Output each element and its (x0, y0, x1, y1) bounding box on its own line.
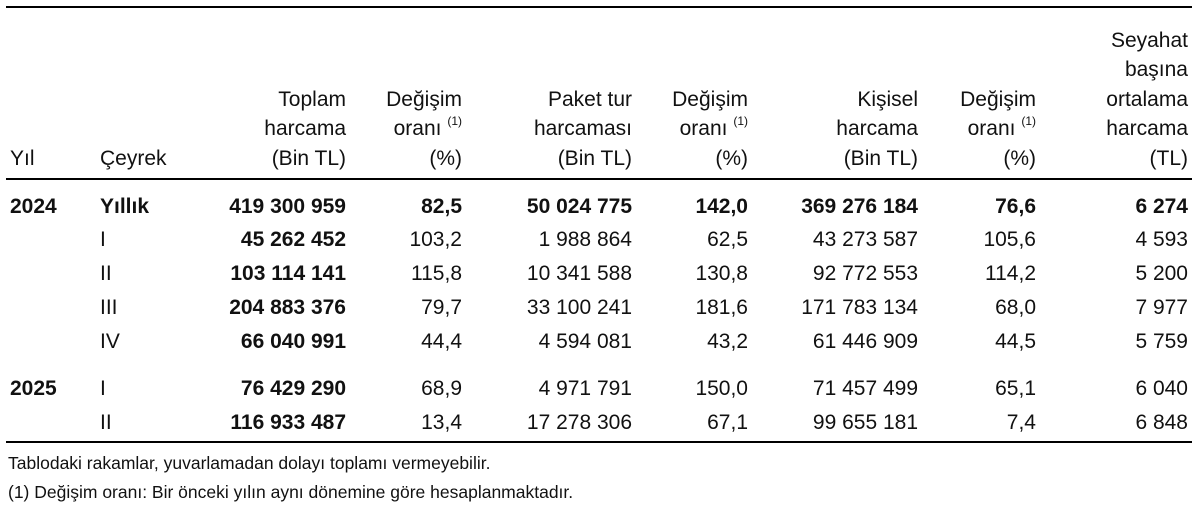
cell-package: 4 594 081 (538, 330, 632, 353)
header-change3 (926, 10, 1036, 173)
cell-quarter: II (100, 262, 112, 285)
header-change3-line1: Değişim (960, 87, 1036, 111)
cell-ch1: 44,4 (421, 330, 462, 353)
cell-total: 45 262 452 (240, 228, 346, 251)
header-personal-line1: Kişisel (857, 87, 918, 111)
header-avg (1056, 10, 1188, 173)
rounding-note: Tablodaki rakamlar, yuvarlamadan dolayı toplamı vermeyebilir. (8, 453, 491, 473)
header-year-label: Yıl (10, 146, 35, 170)
header-package-line1: Paket tur (547, 87, 632, 111)
header-change3-footnote-mark: (1) (1021, 114, 1036, 128)
header-personal-line2: harcama (836, 117, 918, 140)
header-package-line2: harcaması (533, 117, 632, 140)
cell-ch3: 114,2 (985, 262, 1036, 285)
table-row (0, 327, 1200, 357)
header-personal (770, 10, 918, 173)
cell-avg: 5 200 (1135, 262, 1188, 285)
cell-ch2: 62,5 (707, 228, 748, 251)
header-change2-line3: (%) (715, 146, 748, 170)
header-change3-line2: oranı (967, 117, 1016, 140)
header-change2-line2: oranı (679, 117, 728, 140)
header-package (480, 10, 632, 173)
cell-package: 33 100 241 (526, 296, 632, 319)
cell-quarter: IV (100, 330, 120, 353)
cell-personal: 71 457 499 (812, 377, 918, 400)
header-year (10, 10, 70, 173)
cell-ch3: 68,0 (995, 296, 1036, 319)
cell-total: 204 883 376 (229, 296, 346, 319)
cell-year: 2024 (10, 195, 57, 218)
header-quarter (100, 10, 210, 173)
table-row (0, 259, 1200, 289)
cell-avg: 4 593 (1135, 228, 1188, 251)
cell-avg: 5 759 (1135, 330, 1188, 353)
cell-personal: 92 772 553 (812, 262, 918, 285)
header-avg-line5: (TL) (1149, 146, 1188, 170)
cell-ch3: 76,6 (995, 195, 1036, 218)
table-row (0, 408, 1200, 438)
cell-ch3: 105,6 (983, 228, 1036, 251)
header-total (200, 10, 346, 173)
cell-ch3: 44,5 (995, 330, 1036, 353)
header-personal-line3: (Bin TL) (843, 146, 918, 170)
cell-ch2: 150,0 (695, 377, 748, 400)
table-row (0, 225, 1200, 255)
cell-ch1: 79,7 (421, 296, 462, 319)
header-avg-line4: harcama (1106, 117, 1188, 140)
cell-quarter: II (100, 411, 112, 434)
table-row (0, 192, 1200, 222)
cell-quarter: III (100, 296, 118, 319)
cell-personal: 99 655 181 (812, 411, 918, 434)
cell-personal: 43 273 587 (812, 228, 918, 251)
cell-avg: 6 274 (1135, 195, 1188, 218)
cell-package: 10 341 588 (526, 262, 632, 285)
cell-quarter: I (100, 228, 106, 251)
cell-ch1: 13,4 (421, 411, 462, 434)
cell-ch2: 181,6 (695, 296, 748, 319)
header-change1-line3: (%) (429, 146, 462, 170)
header-change2 (640, 10, 748, 173)
header-change1-line1: Değişim (386, 87, 462, 111)
header-total-line3: (Bin TL) (271, 146, 346, 170)
header-change1-line2: oranı (393, 117, 442, 140)
table-row (0, 293, 1200, 323)
cell-year: 2025 (10, 377, 57, 400)
cell-avg: 6 848 (1135, 411, 1188, 434)
header-change3-line3: (%) (1003, 146, 1036, 170)
header-change2-footnote-mark: (1) (733, 114, 748, 128)
header-avg-line2: başına (1124, 58, 1188, 81)
cell-ch2: 43,2 (707, 330, 748, 353)
footnote: (1) Değişim oranı: Bir önceki yılın aynı dönemine göre hesaplanmaktadır. (8, 482, 574, 502)
header-bottom-rule (6, 178, 1192, 180)
cell-ch1: 115,8 (411, 262, 462, 285)
cell-total: 66 040 991 (240, 330, 346, 353)
cell-total: 103 114 141 (230, 262, 346, 285)
header-avg-line3: ortalama (1106, 87, 1188, 111)
cell-ch2: 130,8 (695, 262, 748, 285)
cell-avg: 7 977 (1135, 296, 1188, 319)
cell-quarter: Yıllık (100, 195, 150, 218)
cell-ch3: 65,1 (995, 377, 1036, 400)
header-total-line1: Toplam (278, 87, 346, 111)
cell-quarter: I (100, 377, 106, 400)
table-bottom-rule (6, 441, 1192, 443)
header-change1-footnote-mark: (1) (447, 114, 462, 128)
table-top-rule (6, 6, 1192, 8)
header-change2-line1: Değişim (672, 87, 748, 111)
header-total-line2: harcama (264, 117, 346, 140)
cell-avg: 6 040 (1135, 377, 1188, 400)
cell-ch2: 142,0 (695, 195, 748, 218)
cell-ch1: 103,2 (409, 228, 462, 251)
cell-personal: 171 783 134 (801, 296, 918, 319)
cell-package: 4 971 791 (538, 377, 632, 400)
header-change1 (350, 10, 462, 173)
cell-package: 1 988 864 (538, 228, 632, 251)
cell-total: 116 933 487 (230, 411, 346, 434)
cell-total: 419 300 959 (229, 195, 346, 218)
header-avg-line1: Seyahat (1110, 28, 1188, 52)
cell-package: 50 024 775 (526, 195, 632, 218)
cell-ch3: 7,4 (1006, 411, 1036, 434)
cell-package: 17 278 306 (526, 411, 632, 434)
header-quarter-label: Çeyrek (100, 146, 167, 170)
cell-total: 76 429 290 (240, 377, 346, 400)
cell-personal: 369 276 184 (801, 195, 918, 218)
cell-ch1: 82,5 (421, 195, 462, 218)
cell-ch1: 68,9 (421, 377, 462, 400)
header-package-line3: (Bin TL) (557, 146, 632, 170)
cell-personal: 61 446 909 (812, 330, 918, 353)
cell-ch2: 67,1 (707, 411, 748, 434)
table-row (0, 374, 1200, 404)
